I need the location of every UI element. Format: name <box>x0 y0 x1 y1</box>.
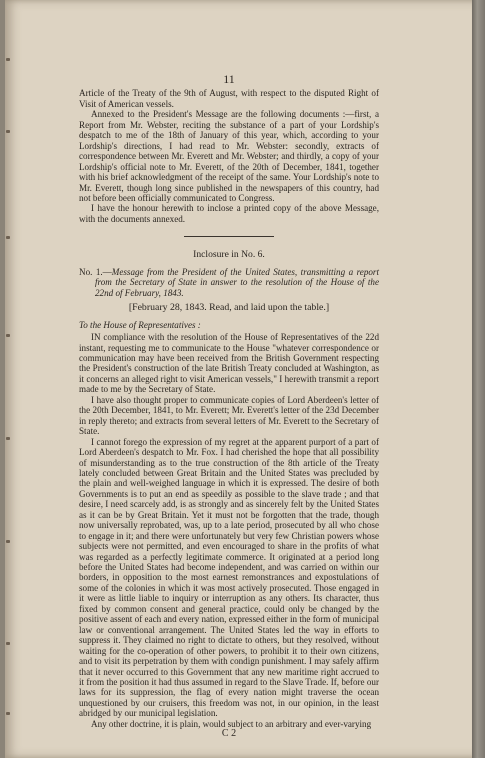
paragraph-annexed: Annexed to the President's Message are the following documents :—first, a Report from Mr. Webster, reciting the substance of a part of your Lordship's despatch to me of the 18th of January of this year, which, according to your Lordship's directions, I had read to Mr. Webster: secondly, extracts of correspondence between Mr. Everett and Mr. Webster; and thirdly, a copy of your Lordship's official note to Mr. Everett, of the 20th of December, 1841, together with his brief acknowledgment of the receipt of the same. Your Lordship's note to Mr. Everett, though long since published in the newspapers of this country, had not before been officially communicated to Congress. <box>79 109 379 203</box>
page-edge <box>472 0 485 758</box>
salutation: To the House of Representatives : <box>79 319 201 330</box>
paragraph-copies: I have also thought proper to communicate copies of Lord Aberdeen's letter of the 20th December, 1841, to Mr. Everett; Mr. Everett's letter of the 23d December in reply thereto; and extracts from several letters of Mr. Everett to the Secretary of State. <box>79 394 379 437</box>
document-title-line <box>79 267 379 298</box>
page-text <box>79 74 379 740</box>
page-number: 11 <box>223 72 235 86</box>
date-line: [February 28, 1843. Read, and laid upon the table.] <box>128 302 330 314</box>
paragraph-regret: I cannot forego the expression of my regret at the apparent purport of a part of Lord Aberdeen's despatch to Mr. Fox. I had cherished the hope that all possibility of misunderstanding as to the true construction of the 8th article of the Treaty lately concluded between Great Britain and the United States was precluded by the plain and well-weighed language in which it is expressed. The desire of both Governments is to put an end as speedily as possible to the slave trade ; and that desire, I need scarcely add, is as strongly and as sincerely felt by the United States as it can be by Great Britain. Yet it must not be forgotten that the trade, though now universally reprobated, was, up to a late period, prosecuted by all who chose to engage in it; and there were unfortunately but very few Christian powers whose subjects were not permitted, and even encouraged to share in the profits of what was regarded as a perfectly legitimate commerce. It originated at a period long before the United States had become independent, and was carried on within our borders, in opposition to the most earnest remonstrances and expostulations of some of the colonies in which it was most actively prosecuted. Those engaged in it were as little liable to inquiry or interruption as any others. Its character, thus fixed by common consent and general practice, could only be changed by the positive assent of each and every nation, expressed either in the form of municipal law or conventional arrangement. The United States led the way in efforts to suppress it. They claimed no right to dictate to others, but they resolved, without waiting for the co-operation of other powers, to prohibit it to their own citizens, and to visit its perpetration by them with condign punishment. I may safely affirm that it never occurred to this Government that any new maritime right accrued to it from the position it had thus assumed in regard to the Slave Trade. If, before our laws for its suppression, the flag of every nation might traverse the ocean unquestioned by our cruisers, this freedom was not, in our opinion, in the least abridged by our municipal legislation. <box>79 436 379 719</box>
paragraph-honour: I have the honour herewith to inclose a printed copy of the above Message, with the documents annexed. <box>79 203 379 224</box>
paragraph-compliance: IN compliance with the resolution of the House of Representatives of the 22d instant, requesting me to communicate to the House "whatever correspondence or communication may have been received from the British Government respecting the President's construction of the late British Treaty concluded at Washington, as it concerns an alleged right to visit American vessels," I herewith transmit a report made to me by the Secretary of State. <box>79 332 379 395</box>
opening-line-2: Visit of American vessels. <box>79 98 174 109</box>
inclosure-heading: Inclosure in No. 6. <box>193 249 265 261</box>
document-number: No. 1.— <box>79 266 112 277</box>
signature-mark: C 2 <box>221 728 237 740</box>
opening-line-1: Article of the Treaty of the 9th of August, with respect to the disputed Right of <box>79 88 379 99</box>
paragraph-other-doctrine: Any other doctrine, it is plain, would subject to an arbitrary and ever-varying <box>91 718 372 729</box>
document-title: Message from the President of the United States, transmitting a report from the Secretary of State in answer to the resolution of the House of the 22nd of February, 1843. <box>95 266 379 298</box>
section-rule <box>184 236 274 237</box>
